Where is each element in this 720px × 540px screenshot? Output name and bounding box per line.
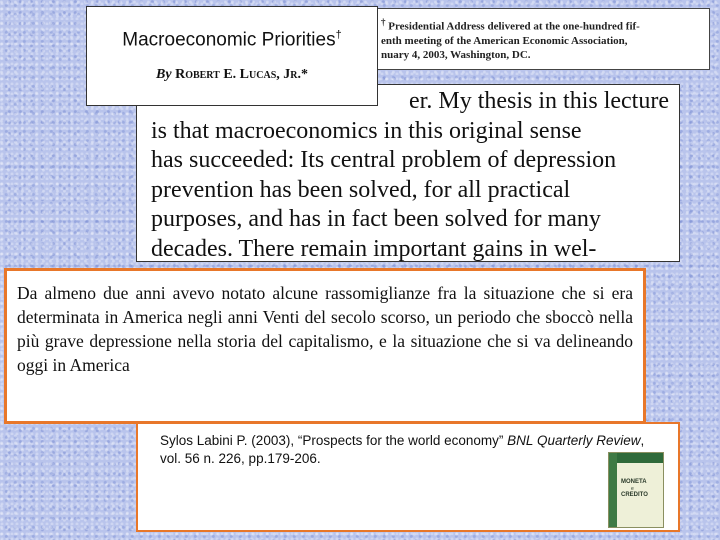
quote-line: has succeeded: Its central problem of depression [151, 147, 617, 173]
book-title-3: CREDITO [621, 492, 648, 498]
quote-line: is that macroeconomics in this original sense [151, 117, 582, 144]
paper-title [87, 29, 377, 51]
quote-line: er. My thesis in this lecture [409, 88, 669, 114]
citation-journal: BNL Quarterly Review [507, 433, 641, 448]
quote-lines [151, 87, 669, 262]
citation-box [136, 422, 680, 532]
book-spine [609, 453, 617, 527]
footnote-line-2: enth meeting of the American Economic Association, [381, 34, 628, 47]
book-cover-image [608, 452, 664, 528]
footnote-line-1 [381, 17, 699, 34]
footnote-marker: † [381, 17, 386, 27]
paper-author-line [87, 67, 377, 83]
book-band [617, 453, 663, 463]
book-title-2: e [631, 486, 634, 492]
author-name: Robert E. Lucas, Jr.* [175, 67, 308, 83]
citation-details: , vol. 56 n. 226, pp.179-206. [160, 433, 645, 466]
footnote-line-3: nuary 4, 2003, Washington, DC. [381, 49, 531, 62]
title-footnote-mark: † [335, 29, 342, 41]
quote-line: purposes, and has in fact been solved for many [151, 206, 601, 232]
quote-line: prevention has been solved, for all practical [151, 176, 571, 203]
book-title-1: MONETA [621, 479, 647, 485]
paper-title-text: Macroeconomic Priorities [122, 29, 336, 51]
author-by-label: By [156, 67, 172, 83]
quote-line: decades. There remain important gains in wel- [151, 235, 597, 262]
citation-text: Sylos Labini P. (2003), “Prospects for the world economy” [160, 433, 508, 448]
footnote-text-1: Presidential Address delivered at the one-hundred fif- [388, 20, 640, 33]
italian-paragraph: Da almeno due anni avevo notato alcune rassomiglianze fra la situazione che si era determinata in America negli anni Venti del secolo scorso, un periodo che sboccò nella più grave depressione nella storia del capitalismo, e la situazione che si va delineando oggi in America [4, 268, 646, 424]
quote-excerpt [136, 84, 680, 262]
paper-title-card [86, 6, 378, 106]
